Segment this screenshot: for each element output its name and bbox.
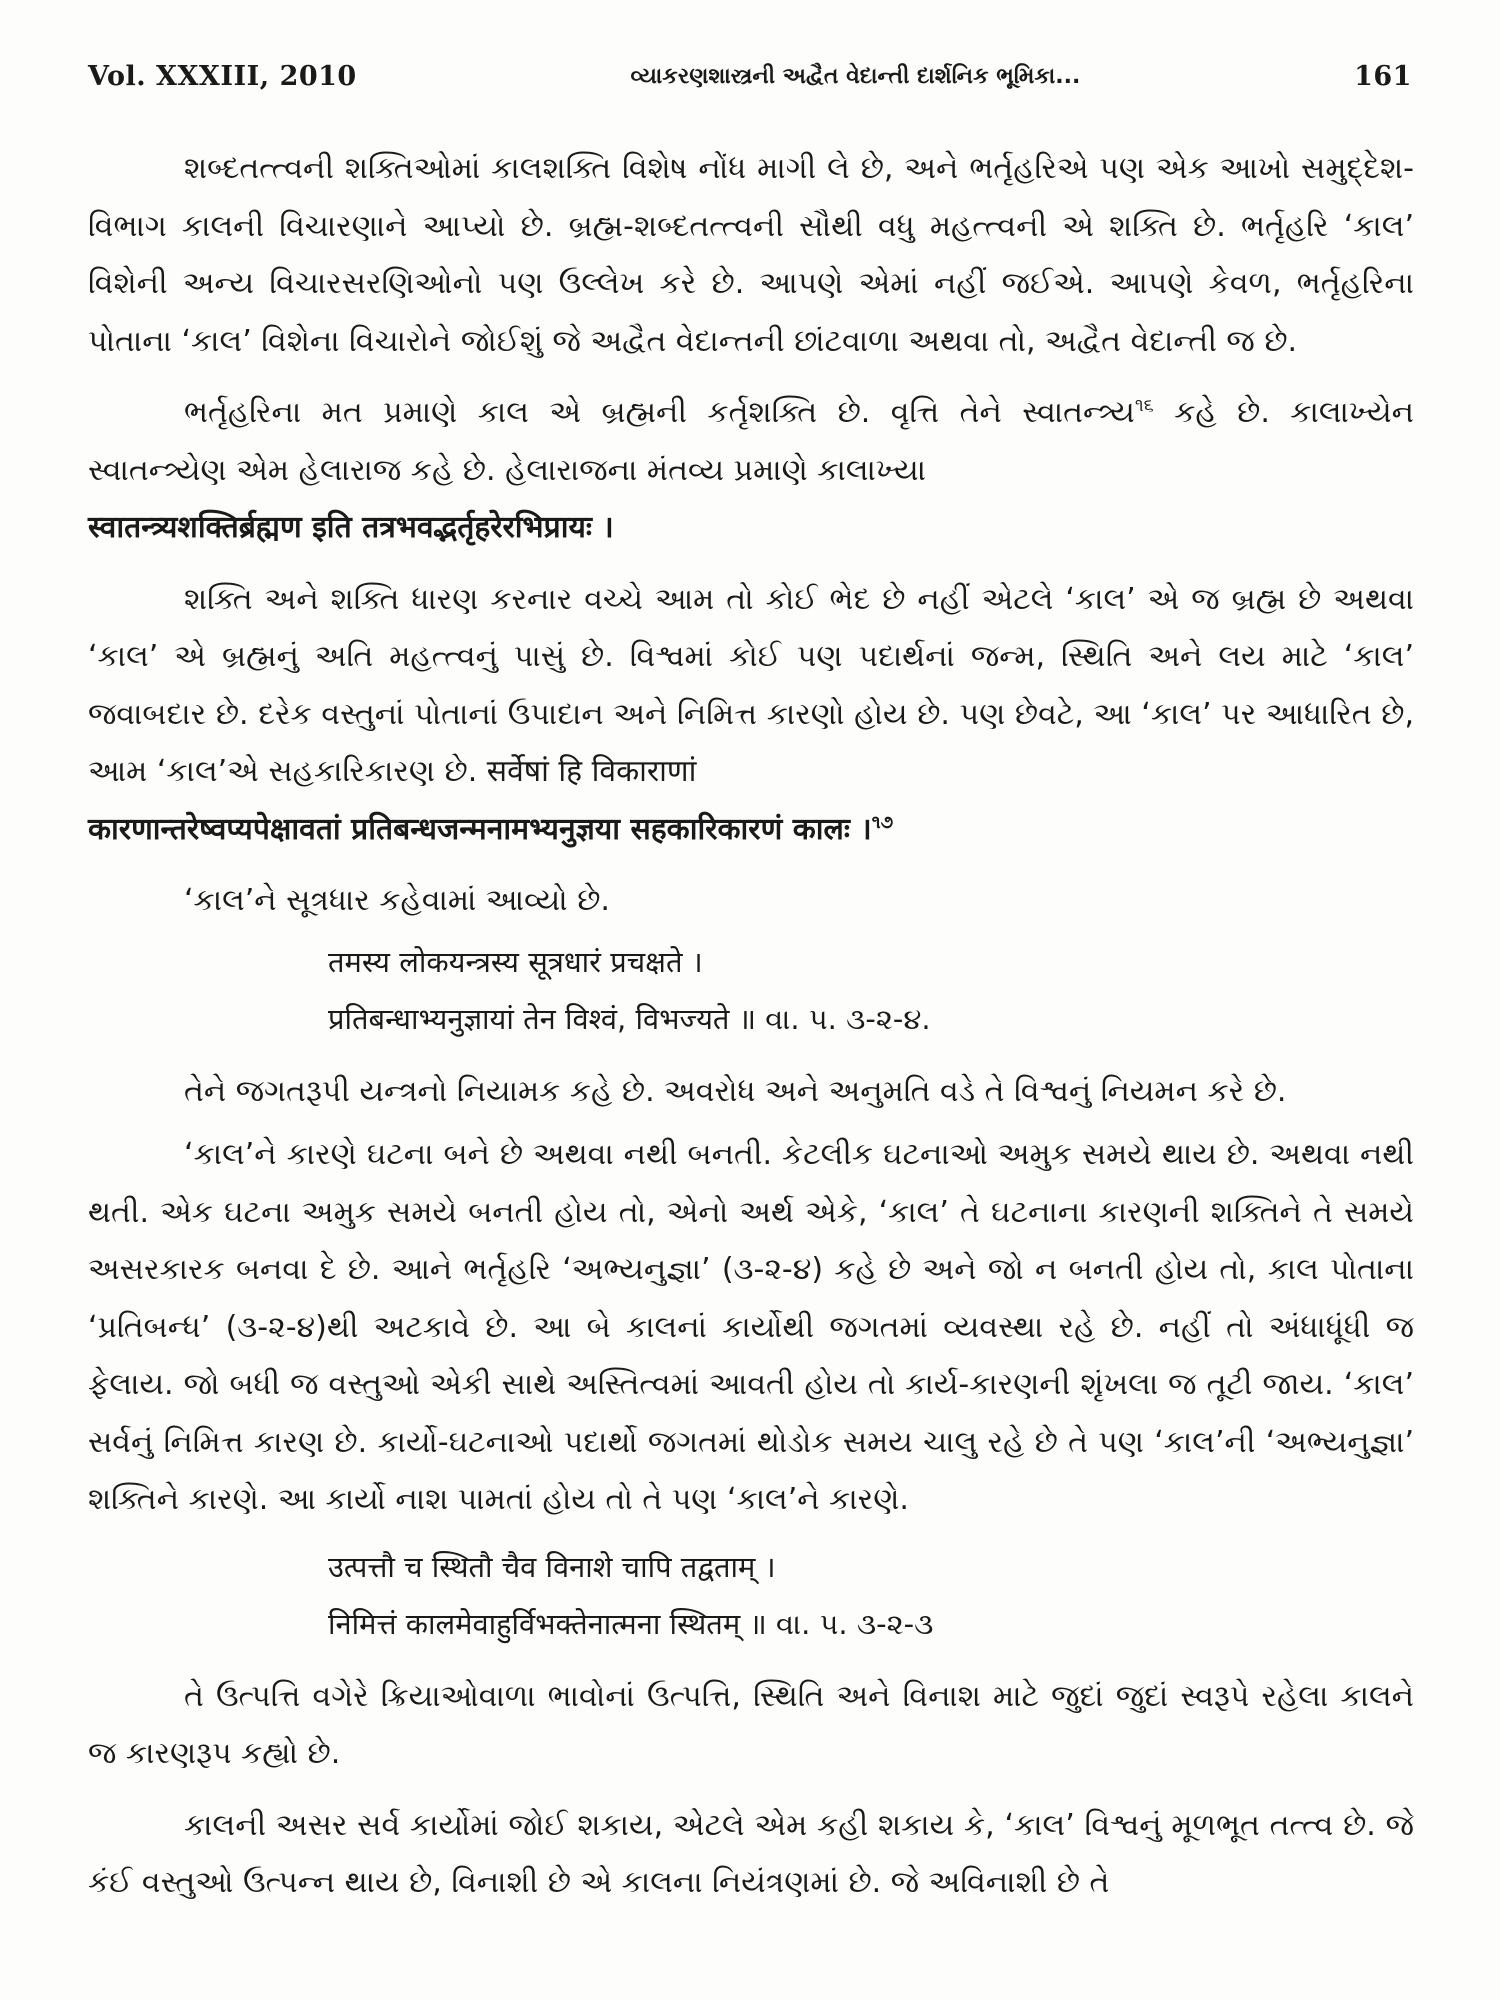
verse-1-line-1: तमस्य लोकयन्त्रस्य सूत्रधारं प्रचक्षते ।: [328, 944, 703, 979]
footnote-ref-17: ૧૭: [871, 811, 894, 833]
verse-1-line-2: प्रतिबन्धाभ्यनुज्ञायां तेन विश्वं, विभज्यते ॥ વા. પ. ૩-૨-૪.: [328, 1002, 931, 1036]
paragraph-4: ‘કાલ’ને સૂત્રધાર કહેવામાં આવ્યો છે.: [184, 883, 610, 918]
running-title: વ્યાકરણશાસ્ત્રની અદ્વૈત વેદાન્તી દાર્શનિક ભૂમિકા...: [630, 63, 1081, 89]
page-number: 161: [1354, 60, 1412, 92]
paragraph-2: [88, 384, 1414, 499]
verse-2-line-2: निमित्तं कालमेवाहुर्विभक्तेनात्मना स्थितम् ॥ વા. પ. ૩-૨-૩: [328, 1607, 934, 1641]
paragraph-3: શક્તિ અને શક્તિ ધારણ કરનાર વચ્ચે આમ તો કોઈ ભેદ છે નહીં એટલે ‘કાલ’ એ જ બ્રહ્મ છે અથવા ‘કાલ’ એ બ્રહ્મનું અતિ મહત્ત્વનું પાસું છે. વિશ્વમાં કોઈ પણ પદાર્થનાં જન્મ, સ્થિતિ અને લય માટે ‘કાલ’ જવાબદાર છે. દરેક વસ્તુનાં પોતાનાં ઉપાદાન અને નિમિત્ત કારણો હોય છે. પણ છેવટે, આ ‘કાલ’ પર આધારિત છે, આમ ‘કાલ’એ સહકારિકારણ છે. सर्वेषां हि विकाराणां: [88, 581, 1414, 789]
running-header: [88, 54, 1412, 98]
paragraph-2-text: ભર્તૃહરિના મત પ્રમાણે કાલ એ બ્રહ્મની કર્તૃશક્તિ છે. વૃત્તિ તેને સ્વાતન્ત્ર્ય: [184, 395, 1135, 430]
verse-block-2: [88, 1539, 1414, 1654]
sanskrit-quote-2-text: कारणान्तरेष्वप्यपेक्षावतां प्रतिबन्धजन्मनामभ्यनुज्ञया सहकारिकारणं कालः ।: [88, 811, 872, 847]
paragraph-8: કાલની અસર સર્વ કાર્યોમાં જોઈ શકાય, એટલે એમ કહી શકાય કે, ‘કાલ’ વિશ્વનું મૂળભૂત તત્ત્વ છે. જે કંઈ વસ્તુઓ ઉત્પન્ન થાય છે, વિનાશી છે એ કાલના નિયંત્રણમાં છે. જે અવિનાશી છે તે: [88, 1807, 1414, 1900]
page-body: [88, 140, 1414, 1912]
sanskrit-quote-2: [88, 801, 1414, 859]
sanskrit-quote-1: स्वातन्त्र्यशक्तिर्ब्रह्मण इति तत्रभवद्भर्तृहरेरभिप्रायः ।: [88, 510, 614, 545]
volume-label: Vol. XXXIII, 2010: [88, 60, 357, 92]
verse-block-1: [88, 934, 1414, 1049]
paragraph-7: તે ઉત્પત્તિ વગેરે ક્રિયાઓવાળા ભાવોનાં ઉત્પત્તિ, સ્થિતિ અને વિનાશ માટે જુદાં જુદાં સ્વરૂપે રહેલા કાલને જ કારણરૂપ કહ્યો છે.: [88, 1678, 1414, 1771]
footnote-ref-16: ૧૬: [1134, 395, 1154, 416]
paragraph-1: શબ્દતત્ત્વની શક્તિઓમાં કાલશક્તિ વિશેષ નોંધ માગી લે છે, અને ભર્તૃહરિએ પણ એક આખો સમુદ્દેશ-વિભાગ કાલની વિચારણાને આપ્યો છે. બ્રહ્મ-શબ્દતત્ત્વની સૌથી વધુ મહત્ત્વની એ શક્તિ છે. ભર્તૃહરિ ‘કાલ’ વિશેની અન્ય વિચારસરણિઓનો પણ ઉલ્લેખ કરે છે. આપણે એમાં નહીં જઈએ. આપણે કેવળ, ભર્તૃહરિના પોતાના ‘કાલ’ વિશેના વિચારોને જોઈશું જે અદ્વૈત વેદાન્તની છાંટવાળા અથવા તો, અદ્વૈત વેદાન્તી જ છે.: [88, 151, 1414, 359]
verse-2-line-1: उत्पत्तौ च स्थितौ चैव विनाशे चापि तद्वताम् ।: [328, 1549, 776, 1584]
paragraph-5: તેને જગતરૂપી યન્ત્રનો નિયામક કહે છે. અવરોધ અને અનુમતિ વડે તે વિશ્વનું નિયમન કરે છે.: [184, 1073, 1287, 1109]
paragraph-6: ‘કાલ’ને કારણે ઘટના બને છે અથવા નથી બનતી. કેટલીક ઘટનાઓ અમુક સમયે થાય છે. અથવા નથી થતી. એક ઘટના અમુક સમયે બનતી હોય તો, એનો અર્થ એકે, ‘કાલ’ તે ઘટનાના કારણની શક્તિને તે સમયે અસરકારક બનવા દે છે. આને ભર્તૃહરિ ‘અભ્યનુજ્ઞા’ (૩-૨-૪) કહે છે અને જો ન બનતી હોય તો, કાલ પોતાના ‘પ્રતિબન્ધ’ (૩-૨-૪)થી અટકાવે છે. આ બે કાલનાં કાર્યોથી જગતમાં વ્યવસ્થા રહે છે. નહીં તો અંધાધૂંધી જ ફેલાય. જો બધી જ વસ્તુઓ એકી સાથે અસ્તિત્વમાં આવતી હોય તો કાર્ય-કારણની શૃંખલા જ તૂટી જાય. ‘કાલ’ સર્વનું નિમિત્ત કારણ છે. કાર્યો-ઘટનાઓ પદાર્થો જગતમાં થોડોક સમય ચાલુ રહે છે તે પણ ‘કાલ’ની ‘અભ્યનુજ્ઞા’ શક્તિને કારણે. આ કાર્યો નાશ પામતાં હોય તો તે પણ ‘કાલ’ને કારણે.: [88, 1137, 1414, 1517]
paragraph-2-rest: કહે છે. કાલાખ્યેન સ્વાતન્ત્ર્યેણ એમ હેલારાજ કહે છે. હેલારાજના મંતવ્ય પ્રમાણે કાલાખ્યા: [88, 395, 1414, 488]
